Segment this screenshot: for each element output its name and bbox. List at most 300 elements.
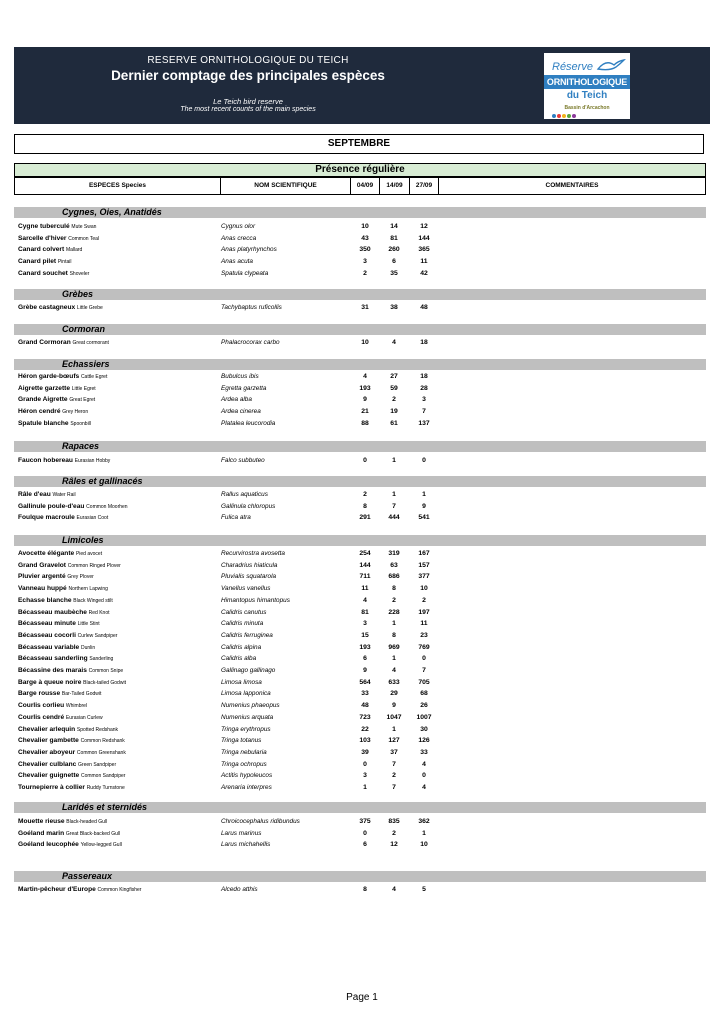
species-name-cell bbox=[18, 583, 108, 595]
count-date-1: 22 bbox=[361, 725, 369, 733]
logo-text-reserve: Réserve bbox=[552, 61, 593, 73]
scientific-name: Tringa totanus bbox=[221, 737, 262, 745]
species-name-cell bbox=[18, 747, 126, 759]
table-row bbox=[14, 607, 706, 619]
count-date-2: 4 bbox=[392, 886, 396, 893]
scientific-name: Tringa erythropus bbox=[221, 725, 271, 733]
month-title: SEPTEMBRE bbox=[14, 134, 704, 154]
count-date-3: 7 bbox=[422, 667, 426, 674]
species-english-name: Grey Heron bbox=[62, 409, 89, 416]
species-french-name: Chevalier aboyeur bbox=[18, 748, 76, 756]
scientific-name: Recurvirostra avosetta bbox=[221, 550, 285, 557]
count-date-1: 15 bbox=[361, 631, 369, 639]
scientific-name: Anas platyrhynchos bbox=[221, 246, 277, 254]
table-row bbox=[14, 700, 706, 712]
count-date-2: 14 bbox=[390, 223, 398, 230]
table-row bbox=[14, 724, 706, 736]
count-date-2: 9 bbox=[392, 702, 396, 710]
scientific-name: Anas crecca bbox=[221, 234, 257, 242]
count-date-3: 18 bbox=[420, 373, 428, 380]
species-french-name: Pluvier argenté bbox=[18, 573, 66, 581]
scientific-name: Egretta garzetta bbox=[221, 384, 267, 392]
table-row bbox=[14, 501, 706, 513]
count-date-3: 0 bbox=[422, 772, 426, 780]
species-name-cell bbox=[18, 839, 122, 851]
species-english-name: Little Egret bbox=[71, 385, 96, 392]
count-date-3: 9 bbox=[422, 502, 426, 510]
species-english-name: Northern Lapwing bbox=[68, 586, 108, 593]
species-name-cell bbox=[18, 233, 99, 245]
species-french-name: Grèbe castagneux bbox=[18, 304, 76, 311]
count-date-3: 769 bbox=[418, 643, 430, 651]
species-french-name: Bécasseau variable bbox=[18, 643, 80, 651]
species-name-cell bbox=[18, 759, 116, 771]
table-row bbox=[14, 816, 706, 828]
scientific-name: Tringa ochropus bbox=[221, 760, 267, 768]
count-date-3: 377 bbox=[418, 573, 430, 581]
column-header-species: ESPECES Species bbox=[15, 178, 221, 194]
count-date-1: 39 bbox=[361, 748, 369, 756]
table-row bbox=[14, 302, 706, 314]
species-english-name: Whimbrel bbox=[65, 703, 88, 710]
table-row bbox=[14, 337, 706, 349]
species-english-name: Curlew Sandpiper bbox=[77, 632, 118, 639]
section-title: Laridés et sternidés bbox=[62, 802, 148, 812]
column-header-date-3: 27/09 bbox=[410, 178, 439, 194]
species-name-cell bbox=[18, 560, 121, 572]
species-english-name: Pied avocet bbox=[75, 551, 103, 557]
scientific-name: Calidris ferruginea bbox=[221, 631, 273, 639]
species-name-cell bbox=[18, 770, 125, 782]
species-english-name: Cattle Egret bbox=[80, 374, 108, 380]
count-date-3: 197 bbox=[418, 608, 430, 616]
scientific-name: Tachybaptus ruficollis bbox=[221, 304, 282, 311]
count-date-1: 193 bbox=[359, 384, 371, 392]
count-date-3: 0 bbox=[422, 655, 426, 663]
section-title: Cygnes, Oies, Anatidés bbox=[62, 207, 162, 217]
count-date-2: 969 bbox=[388, 643, 400, 651]
column-headers bbox=[14, 177, 706, 195]
count-date-1: 48 bbox=[361, 702, 369, 710]
count-date-1: 0 bbox=[363, 457, 367, 464]
count-date-2: 7 bbox=[392, 760, 396, 768]
species-name-cell bbox=[18, 665, 123, 677]
scientific-name: Fulica atra bbox=[221, 514, 251, 522]
species-french-name: Barge à queue noire bbox=[18, 678, 82, 686]
species-french-name: Râle d'eau bbox=[18, 491, 51, 498]
species-name-cell bbox=[18, 618, 100, 630]
species-english-name: Common Greenshank bbox=[76, 749, 126, 756]
count-date-2: 2 bbox=[392, 596, 396, 604]
count-date-2: 127 bbox=[388, 737, 400, 745]
report-title: Dernier comptage des principales espèces bbox=[111, 68, 385, 83]
scientific-name: Limosa limosa bbox=[221, 678, 262, 686]
logo-text-du-teich: du Teich bbox=[566, 90, 608, 101]
count-date-1: 4 bbox=[363, 596, 367, 604]
logo-dot bbox=[552, 114, 556, 118]
count-date-2: 260 bbox=[388, 246, 400, 254]
section-title: Rapaces bbox=[62, 441, 100, 451]
column-header-scientific: NOM SCIENTIFIQUE bbox=[221, 178, 351, 194]
species-french-name: Faucon hobereau bbox=[18, 457, 73, 464]
species-name-cell bbox=[18, 256, 71, 268]
count-date-1: 4 bbox=[363, 373, 367, 380]
species-name-cell bbox=[18, 828, 120, 840]
species-french-name: Chevalier guignette bbox=[18, 772, 80, 780]
count-date-2: 633 bbox=[388, 678, 400, 686]
scientific-name: Numenius phaeopus bbox=[221, 702, 280, 710]
count-date-1: 103 bbox=[359, 737, 371, 745]
count-date-3: 48 bbox=[420, 304, 428, 311]
species-french-name: Spatule blanche bbox=[18, 419, 69, 427]
section-title: Grèbes bbox=[62, 289, 94, 299]
species-french-name: Gallinule poule-d'eau bbox=[18, 502, 85, 510]
count-date-2: 6 bbox=[392, 258, 396, 266]
count-date-2: 1 bbox=[392, 457, 396, 464]
count-date-3: 10 bbox=[420, 585, 428, 593]
count-date-2: 19 bbox=[390, 408, 398, 416]
species-name-cell bbox=[18, 455, 110, 467]
count-date-3: 33 bbox=[420, 748, 428, 756]
logo-text-ornithologique: ORNITHOLOGIQUE bbox=[544, 75, 630, 89]
report-subtitle-en: Le Teich bird reserve bbox=[213, 97, 283, 106]
count-date-2: 7 bbox=[392, 784, 396, 791]
table-row bbox=[14, 677, 706, 689]
species-english-name: Common Sandpiper bbox=[80, 773, 126, 780]
species-name-cell bbox=[18, 653, 113, 665]
count-date-3: 28 bbox=[420, 384, 428, 392]
count-date-1: 11 bbox=[361, 585, 369, 593]
section-header bbox=[14, 476, 706, 487]
count-date-3: 1 bbox=[422, 491, 426, 498]
species-english-name: Mallard bbox=[65, 247, 83, 254]
organization-name: RESERVE ORNITHOLOGIQUE DU TEICH bbox=[147, 55, 349, 66]
column-header-date-1: 04/09 bbox=[351, 178, 380, 194]
count-date-2: 37 bbox=[390, 748, 398, 756]
count-date-3: 4 bbox=[422, 784, 426, 791]
species-english-name: Little Grebe bbox=[76, 305, 103, 311]
species-french-name: Héron garde-bœufs bbox=[18, 373, 80, 380]
count-date-1: 2 bbox=[363, 491, 367, 498]
species-english-name: Spoonbill bbox=[70, 420, 91, 427]
count-date-1: 9 bbox=[363, 667, 367, 674]
count-date-2: 29 bbox=[390, 690, 398, 698]
count-date-2: 59 bbox=[390, 384, 398, 392]
scientific-name: Platalea leucorodia bbox=[221, 419, 276, 427]
count-date-1: 81 bbox=[361, 608, 369, 616]
count-date-3: 42 bbox=[420, 269, 428, 277]
species-english-name: Spotted Redshank bbox=[76, 726, 119, 733]
count-date-1: 2 bbox=[363, 269, 367, 277]
count-date-3: 11 bbox=[420, 620, 428, 628]
count-date-2: 12 bbox=[390, 841, 398, 849]
section-title: Passereaux bbox=[62, 871, 113, 881]
count-date-1: 3 bbox=[363, 620, 367, 628]
scientific-name: Alcedo atthis bbox=[221, 886, 258, 893]
scientific-name: Calidris canutus bbox=[221, 608, 267, 616]
section-header bbox=[14, 207, 706, 218]
species-english-name: Water Rail bbox=[52, 492, 76, 498]
species-name-cell bbox=[18, 302, 103, 314]
count-date-2: 2 bbox=[392, 396, 396, 404]
count-date-3: 144 bbox=[418, 234, 430, 242]
scientific-name: Calidris alpina bbox=[221, 643, 262, 651]
count-date-1: 33 bbox=[361, 690, 369, 698]
logo-dot bbox=[572, 114, 576, 118]
species-name-cell bbox=[18, 512, 108, 524]
species-french-name: Chevalier culblanc bbox=[18, 760, 77, 768]
scientific-name: Larus marinus bbox=[221, 829, 262, 837]
count-date-3: 68 bbox=[420, 690, 428, 698]
species-english-name: Black-headed Gull bbox=[66, 819, 108, 825]
species-name-cell bbox=[18, 607, 110, 619]
species-english-name: Dunlin bbox=[80, 644, 96, 651]
table-row bbox=[14, 712, 706, 724]
scientific-name: Spatula clypeata bbox=[221, 269, 269, 277]
species-french-name: Cygne tuberculé bbox=[18, 223, 70, 230]
scientific-name: Gallinula chloropus bbox=[221, 502, 276, 510]
species-name-cell bbox=[18, 371, 107, 383]
species-name-cell bbox=[18, 406, 88, 418]
scientific-name: Phalacrocorax carbo bbox=[221, 339, 280, 346]
scientific-name: Calidris minuta bbox=[221, 620, 264, 628]
table-row bbox=[14, 839, 706, 851]
species-name-cell bbox=[18, 489, 76, 501]
count-date-2: 63 bbox=[390, 561, 398, 569]
count-date-1: 88 bbox=[361, 419, 369, 427]
scientific-name: Chroicocephalus ridibundus bbox=[221, 818, 300, 825]
section-header bbox=[14, 324, 706, 335]
species-english-name: Common Teal bbox=[68, 235, 99, 242]
species-name-cell bbox=[18, 394, 95, 406]
section-header bbox=[14, 871, 706, 882]
table-row bbox=[14, 268, 706, 280]
species-french-name: Canard pilet bbox=[18, 258, 57, 266]
section-header bbox=[14, 802, 706, 813]
count-date-3: 23 bbox=[420, 631, 428, 639]
table-row bbox=[14, 560, 706, 572]
species-french-name: Avocette élégante bbox=[18, 550, 75, 557]
report-subtitle-en-2: The most recent counts of the main species bbox=[180, 106, 316, 113]
count-date-2: 444 bbox=[388, 514, 400, 522]
species-name-cell bbox=[18, 700, 87, 712]
species-french-name: Mouette rieuse bbox=[18, 818, 65, 825]
table-row bbox=[14, 548, 706, 560]
species-english-name: Great Egret bbox=[69, 397, 96, 404]
count-date-2: 2 bbox=[392, 772, 396, 780]
species-french-name: Foulque macroule bbox=[18, 514, 75, 522]
scientific-name: Charadrius hiaticula bbox=[221, 561, 278, 569]
section-header bbox=[14, 359, 706, 370]
species-name-cell bbox=[18, 884, 141, 896]
logo-dot bbox=[557, 114, 561, 118]
count-date-1: 10 bbox=[361, 339, 369, 346]
table-row bbox=[14, 406, 706, 418]
count-date-2: 1 bbox=[392, 725, 396, 733]
species-name-cell bbox=[18, 712, 103, 724]
count-date-2: 8 bbox=[392, 631, 396, 639]
species-name-cell bbox=[18, 221, 96, 233]
species-english-name: Green Sandpiper bbox=[78, 761, 117, 768]
species-french-name: Bécasseau maubèche bbox=[18, 608, 87, 616]
species-french-name: Chevalier gambette bbox=[18, 737, 79, 745]
count-date-1: 8 bbox=[363, 502, 367, 510]
species-name-cell bbox=[18, 383, 96, 395]
count-date-3: 5 bbox=[422, 886, 426, 893]
species-english-name: Bar-Tailed Godwit bbox=[61, 691, 102, 698]
count-date-3: 18 bbox=[420, 339, 428, 346]
species-french-name: Canard souchet bbox=[18, 269, 68, 277]
count-date-1: 10 bbox=[361, 223, 369, 230]
species-french-name: Courlis cendré bbox=[18, 713, 65, 721]
count-date-2: 1 bbox=[392, 655, 396, 663]
count-date-3: 1007 bbox=[416, 713, 432, 721]
scientific-name: Anas acuta bbox=[221, 258, 253, 266]
count-date-2: 35 bbox=[390, 269, 398, 277]
count-date-1: 564 bbox=[359, 678, 371, 686]
report-header bbox=[14, 47, 710, 124]
count-date-3: 157 bbox=[418, 561, 430, 569]
count-date-3: 3 bbox=[422, 396, 426, 404]
count-date-1: 8 bbox=[363, 886, 367, 893]
species-french-name: Grande Aigrette bbox=[18, 396, 68, 404]
table-row bbox=[14, 256, 706, 268]
species-name-cell bbox=[18, 418, 91, 430]
count-date-1: 3 bbox=[363, 258, 367, 266]
count-date-2: 835 bbox=[388, 818, 400, 825]
logo-text-bassin: Bassin d'Arcachon bbox=[564, 105, 610, 111]
species-french-name: Bécasseau sanderling bbox=[18, 655, 88, 663]
table-row bbox=[14, 221, 706, 233]
count-date-2: 2 bbox=[392, 829, 396, 837]
table-row bbox=[14, 583, 706, 595]
count-date-1: 291 bbox=[359, 514, 371, 522]
logo-dot bbox=[567, 114, 571, 118]
table-row bbox=[14, 828, 706, 840]
species-name-cell bbox=[18, 688, 101, 700]
table-row bbox=[14, 630, 706, 642]
species-french-name: Bécasseau cocorli bbox=[18, 631, 76, 639]
species-french-name: Bécassine des marais bbox=[18, 667, 87, 674]
table-row bbox=[14, 770, 706, 782]
column-header-comments: COMMENTAIRES bbox=[545, 182, 599, 189]
species-name-cell bbox=[18, 782, 125, 794]
scientific-name: Bubulcus ibis bbox=[221, 373, 259, 380]
count-date-1: 723 bbox=[359, 713, 371, 721]
species-french-name: Vanneau huppé bbox=[18, 585, 67, 593]
count-date-1: 6 bbox=[363, 841, 367, 849]
scientific-name: Pluvialis squatarola bbox=[221, 573, 277, 581]
species-french-name: Barge rousse bbox=[18, 690, 61, 698]
count-date-3: 0 bbox=[422, 457, 426, 464]
species-english-name: Shoveler bbox=[69, 270, 90, 277]
species-english-name: Sanderling bbox=[89, 656, 114, 663]
species-french-name: Echasse blanche bbox=[18, 596, 72, 604]
table-row bbox=[14, 688, 706, 700]
species-name-cell bbox=[18, 571, 94, 583]
species-name-cell bbox=[18, 816, 107, 828]
species-english-name: Great cormorant bbox=[72, 340, 109, 346]
section-title: Limicoles bbox=[62, 535, 104, 545]
table-row bbox=[14, 642, 706, 654]
table-row bbox=[14, 735, 706, 747]
count-date-2: 4 bbox=[392, 339, 396, 346]
table-row bbox=[14, 595, 706, 607]
section-header bbox=[14, 441, 706, 452]
species-english-name: Eurasian Hobby bbox=[74, 458, 111, 464]
species-english-name: Eurasian Coot bbox=[76, 515, 109, 522]
table-row bbox=[14, 665, 706, 677]
table-row bbox=[14, 489, 706, 501]
section-header bbox=[14, 289, 706, 300]
table-row bbox=[14, 884, 706, 896]
count-date-3: 4 bbox=[422, 760, 426, 768]
count-date-1: 0 bbox=[363, 760, 367, 768]
count-date-3: 137 bbox=[418, 419, 430, 427]
count-date-3: 126 bbox=[418, 737, 430, 745]
count-date-3: 30 bbox=[420, 725, 428, 733]
count-date-3: 2 bbox=[422, 596, 426, 604]
species-english-name: Little Stint bbox=[77, 621, 100, 628]
bird-logo-icon bbox=[596, 57, 626, 73]
species-english-name: Red Knot bbox=[88, 609, 110, 616]
species-english-name: Common Snipe bbox=[88, 668, 124, 674]
count-date-1: 43 bbox=[361, 234, 369, 242]
species-french-name: Grand Gravelot bbox=[18, 561, 67, 569]
count-date-1: 6 bbox=[363, 655, 367, 663]
count-date-3: 365 bbox=[418, 246, 430, 254]
section-title: Cormoran bbox=[62, 324, 106, 334]
species-english-name: Pintail bbox=[57, 259, 72, 266]
table-row bbox=[14, 383, 706, 395]
count-date-3: 1 bbox=[422, 829, 426, 837]
species-english-name: Eurasian Curlew bbox=[65, 714, 103, 721]
table-row bbox=[14, 394, 706, 406]
species-french-name: Bécasseau minute bbox=[18, 620, 76, 628]
table-row bbox=[14, 512, 706, 524]
section-title: Echassiers bbox=[62, 359, 110, 369]
species-name-cell bbox=[18, 268, 89, 280]
species-english-name: Yellow-legged Gull bbox=[80, 842, 122, 849]
table-row bbox=[14, 233, 706, 245]
scientific-name: Actitis hypoleucos bbox=[221, 772, 273, 780]
species-french-name: Canard colvert bbox=[18, 246, 65, 254]
count-date-1: 711 bbox=[359, 573, 371, 581]
species-name-cell bbox=[18, 642, 95, 654]
species-french-name: Goéland leucophée bbox=[18, 841, 79, 849]
scientific-name: Calidris alba bbox=[221, 655, 257, 663]
species-english-name: Black Winged stilt bbox=[73, 597, 113, 604]
count-date-2: 686 bbox=[388, 573, 400, 581]
species-name-cell bbox=[18, 501, 128, 513]
count-date-3: 167 bbox=[418, 550, 430, 557]
species-english-name: Common Kingfisher bbox=[97, 887, 142, 893]
count-date-2: 38 bbox=[390, 304, 398, 311]
section-title: Râles et gallinacés bbox=[62, 476, 143, 486]
species-name-cell bbox=[18, 244, 82, 256]
count-date-2: 319 bbox=[388, 550, 400, 557]
table-row bbox=[14, 618, 706, 630]
species-name-cell bbox=[18, 735, 125, 747]
scientific-name: Numenius arquata bbox=[221, 713, 274, 721]
scientific-name: Vanellus vanellus bbox=[221, 585, 271, 593]
count-date-3: 7 bbox=[422, 408, 426, 416]
table-row bbox=[14, 782, 706, 794]
count-date-1: 144 bbox=[359, 561, 371, 569]
scientific-name: Ardea alba bbox=[221, 396, 252, 404]
species-english-name: Common Moorhen bbox=[86, 503, 128, 510]
table-row bbox=[14, 759, 706, 771]
